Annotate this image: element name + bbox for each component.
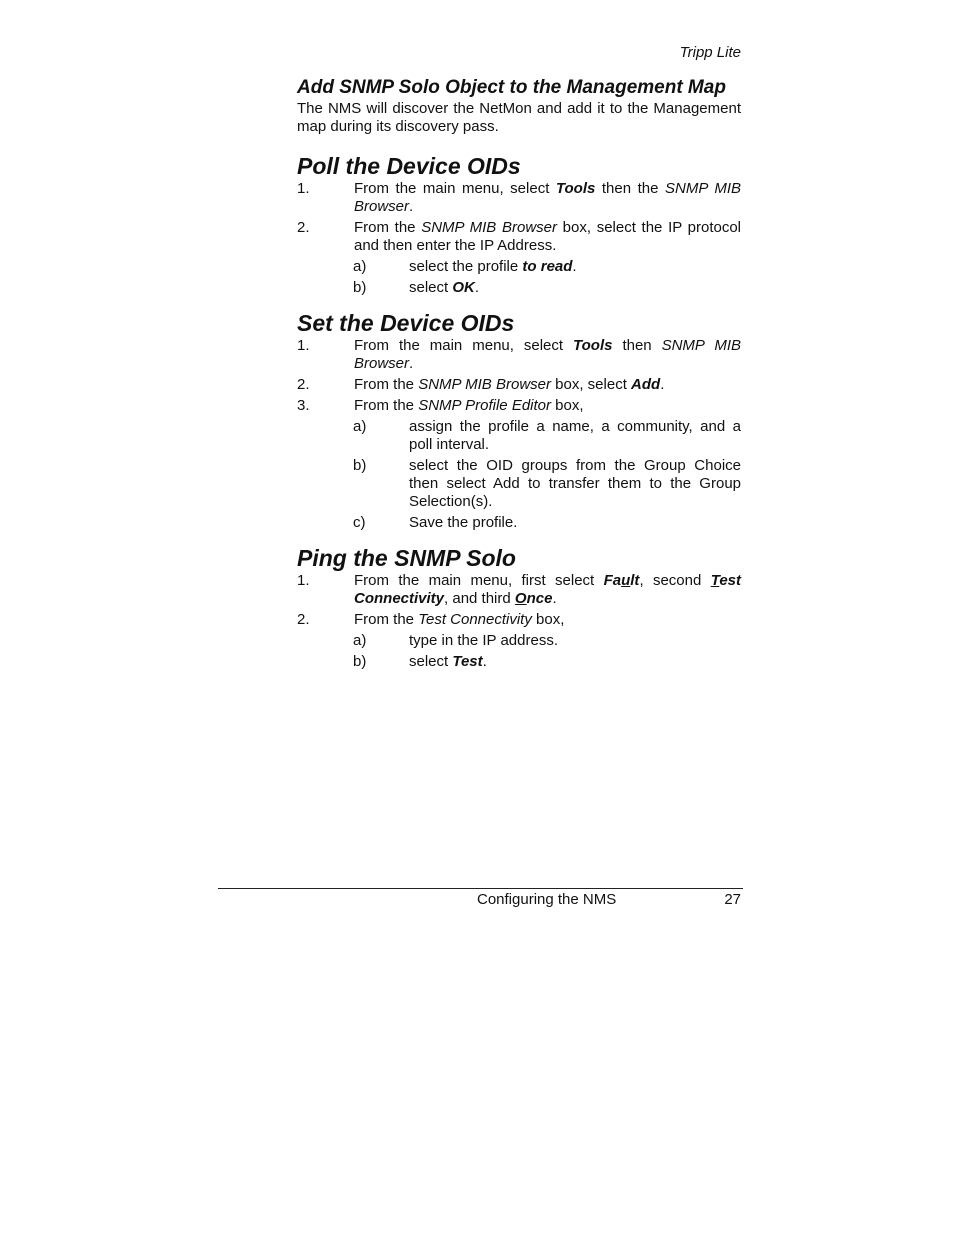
item-number: 1. [297,572,310,589]
menu-term: Tools [555,180,596,197]
sub-item [297,653,741,671]
section-set-oids [297,309,741,532]
section-title: Add SNMP Solo Object to the Management Map [297,77,726,98]
sub-item [297,279,741,297]
ui-term: SNMP MIB Browser [418,376,551,393]
sub-item-text: select the profile to read. [409,258,577,275]
section-title: Set the Device OIDs [297,310,515,336]
item-number: 2. [297,376,310,393]
sub-item [297,418,741,454]
section-title: Poll the Device OIDs [297,153,521,179]
header-brand: Tripp Lite [679,44,741,61]
sub-item-text: select OK. [409,279,480,296]
sub-item [297,514,741,532]
menu-term-fault: Fault [603,572,640,589]
section-add-object [297,76,741,136]
item-text: From the SNMP MIB Browser box, select Add. [354,376,665,393]
item-text: From the main menu, select Tools then SNMP MIB Browser. [354,337,741,372]
sub-item-text: select the OID groups from the Group Choice then select Add to transfer them to the Group Selection(s). [409,457,741,510]
ui-term: SNMP MIB Browser [354,180,741,215]
ui-term: Test Connectivity [418,611,532,628]
sub-item-letter: b) [353,457,367,474]
item-text: From the Test Connectivity box, [354,611,565,628]
content-column [297,76,741,671]
ui-term: Test [452,653,483,670]
sub-item-letter: a) [353,258,367,275]
ui-term: Add [631,376,661,393]
item-number: 2. [297,219,310,236]
menu-term-once: Once [514,590,553,607]
ui-term: SNMP Profile Editor [418,397,552,414]
footer-page-number: 27 [724,891,741,908]
footer-rule [218,888,743,889]
list-item [297,611,741,629]
sub-item-letter: a) [353,418,367,435]
sub-item [297,632,741,650]
ui-term: OK [452,279,475,296]
ui-term: to read [522,258,573,275]
ui-term: SNMP MIB Browser [354,337,741,372]
sub-item-letter: a) [353,632,367,649]
menu-term-test-connectivity: Test Connectivity [354,572,741,607]
list-item [297,397,741,415]
sub-item-text: Save the profile. [409,514,518,531]
sub-item-text: type in the IP address. [409,632,558,649]
item-number: 1. [297,337,310,354]
item-number: 2. [297,611,310,628]
item-text: From the SNMP MIB Browser box, select the IP protocol and then enter the IP Address. [354,219,742,254]
list-item [297,376,741,394]
sub-item-text: assign the profile a name, a community, and a poll interval. [409,418,741,453]
item-number: 3. [297,397,310,414]
list-item [297,180,741,216]
item-text: From the SNMP Profile Editor box, [354,397,584,414]
sub-item-text: select Test. [409,653,487,670]
item-text: From the main menu, first select Fault, second Test Connectivity, and third Once. [354,572,741,607]
footer-chapter-label: Configuring the NMS [477,891,617,908]
sub-item-letter: c) [353,514,366,531]
menu-term: Tools [573,337,613,354]
list-item [297,572,741,608]
sub-item-letter: b) [353,279,367,296]
sub-item-letter: b) [353,653,367,670]
section-title: Ping the SNMP Solo [297,545,516,571]
section-ping [297,544,741,671]
list-item [297,219,741,255]
sub-item [297,457,741,511]
section-poll-oids [297,152,741,297]
list-item [297,337,741,373]
ui-term: SNMP MIB Browser [421,219,557,236]
item-number: 1. [297,180,310,197]
item-text: From the main menu, select Tools then the SNMP MIB Browser. [354,180,741,215]
paragraph: The NMS will discover the NetMon and add it to the Management map during its discovery pass. [297,100,741,135]
sub-item [297,258,741,276]
